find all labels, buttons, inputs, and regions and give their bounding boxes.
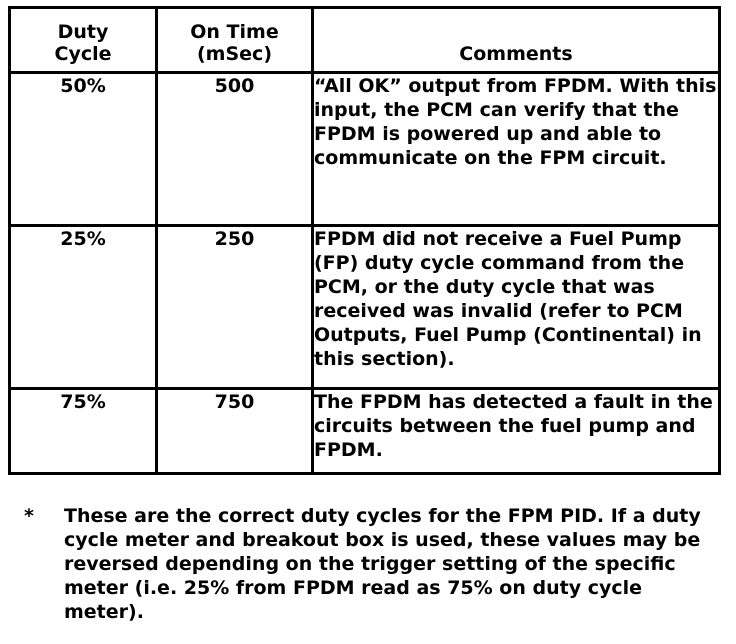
table-header-row — [10, 8, 720, 73]
header-comments-label: Comments — [459, 43, 573, 65]
on-time-cell: 750 — [157, 389, 313, 474]
duty-cycle-table — [8, 6, 721, 475]
header-duty-cycle-line1: Duty — [57, 21, 109, 43]
header-on-time-line1: On Time — [190, 21, 279, 43]
table-row — [10, 73, 720, 226]
header-comments — [313, 8, 720, 73]
table-row — [10, 389, 720, 474]
on-time-cell: 500 — [157, 73, 313, 226]
duty-cycle-cell: 25% — [10, 226, 157, 389]
header-duty-cycle — [10, 8, 157, 73]
comment-cell: “All OK” output from FPDM. With this input, the PCM can verify that the FPDM is powered up and able to communicate on the FPM circuit. — [313, 73, 720, 226]
header-on-time-line2: (mSec) — [197, 43, 272, 65]
footnote-asterisk: * — [24, 505, 34, 527]
on-time-cell: 250 — [157, 226, 313, 389]
comment-cell: FPDM did not receive a Fuel Pump (FP) duty cycle command from the PCM, or the duty cycle that was received was invalid (refer to PCM Outputs, Fuel Pump (Continental) in this section). — [313, 226, 720, 389]
duty-cycle-cell: 50% — [10, 73, 157, 226]
footnote-text: These are the correct duty cycles for the FPM PID. If a duty cycle meter and breakout box is used, these values may be reversed depending on the trigger setting of the specific meter (i.e. 25% from FPDM read as 75% on duty cycle meter). — [64, 505, 701, 623]
table-row — [10, 226, 720, 389]
comment-cell: The FPDM has detected a fault in the circuits between the fuel pump and FPDM. — [313, 389, 720, 474]
header-duty-cycle-line2: Cycle — [54, 43, 112, 65]
duty-cycle-cell: 75% — [10, 389, 157, 474]
header-on-time — [157, 8, 313, 73]
